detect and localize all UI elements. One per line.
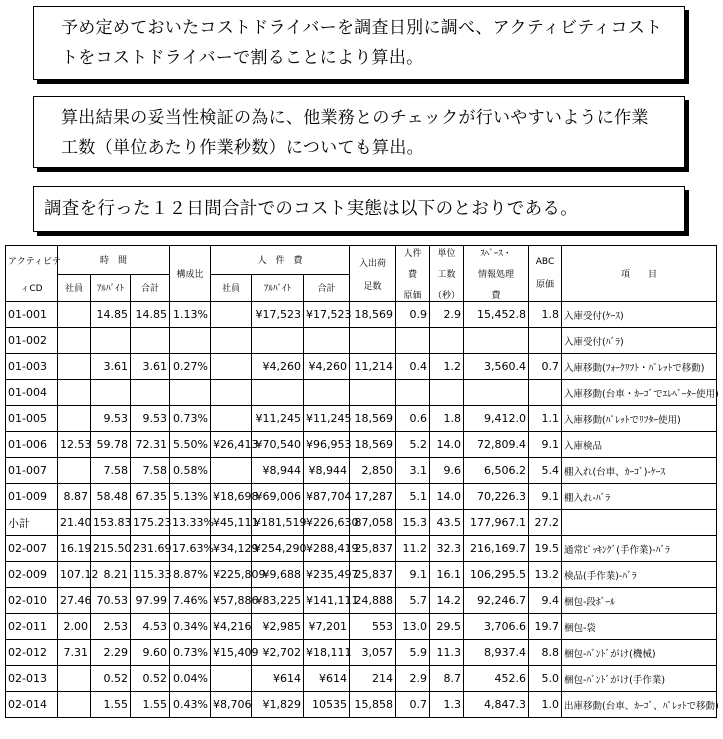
cell-ratio: 0.58%	[170, 458, 211, 484]
cell-ratio: 5.13%	[170, 484, 211, 510]
cell-labor-part: ¥9,688	[252, 562, 304, 588]
cell-labor-total: ¥141,111	[304, 588, 350, 614]
cell-time-part: 153.83	[91, 510, 131, 536]
note-box-2	[33, 96, 685, 168]
cell-item: 梱包-ﾊﾞﾝﾄﾞがけ(手作業)	[562, 666, 717, 692]
cell-activity-cd: 02-010	[6, 588, 58, 614]
cell-inout: 214	[350, 666, 396, 692]
header-labor-total: 合計	[304, 274, 350, 302]
cell-labor-total	[304, 380, 350, 406]
cell-labor-part	[252, 380, 304, 406]
cell-activity-cd: 01-003	[6, 354, 58, 380]
cell-labor-part: ¥254,290	[252, 536, 304, 562]
note-2-line-1: 算出結果の妥当性検証の為に、他業務とのチェックが行いやすいように作業	[61, 108, 649, 128]
cell-inout: 2,850	[350, 458, 396, 484]
cell-ratio: 8.87%	[170, 562, 211, 588]
cell-space	[464, 380, 529, 406]
cell-item: 入庫移動(ﾊﾟﾚｯﾄでﾘﾌﾀｰ使用)	[562, 406, 717, 432]
cell-ratio: 17.63%	[170, 536, 211, 562]
cell-ratio: 0.73%	[170, 406, 211, 432]
cell-time-part: 2.29	[91, 640, 131, 666]
cell-time-staff: 27.46	[58, 588, 91, 614]
cell-labor-total	[304, 328, 350, 354]
cell-space: 106,295.5	[464, 562, 529, 588]
cell-inout: 553	[350, 614, 396, 640]
cell-labor-staff	[211, 354, 252, 380]
cell-ratio: 1.13%	[170, 302, 211, 328]
cell-activity-cd: 01-002	[6, 328, 58, 354]
cell-time-part: 8.21	[91, 562, 131, 588]
cell-labor-total: ¥288,419	[304, 536, 350, 562]
header-activity-cd-b: ィCD	[6, 274, 58, 302]
note-2-line-2: 工数（単位あたり作業秒数）についても算出。	[61, 138, 424, 158]
header-abc	[529, 246, 562, 302]
cell-ratio: 13.33%	[170, 510, 211, 536]
cell-abc: 19.5	[529, 536, 562, 562]
cell-ratio	[170, 380, 211, 406]
cell-time-total	[131, 380, 170, 406]
cell-labor-part: ¥1,829	[252, 692, 304, 718]
cell-abc	[529, 380, 562, 406]
cell-time-part: 58.48	[91, 484, 131, 510]
table-row	[6, 432, 717, 458]
cell-unit-work: 16.1	[430, 562, 464, 588]
cell-labor-cost	[396, 380, 430, 406]
cell-labor-part: ¥2,702	[252, 640, 304, 666]
cell-abc: 1.1	[529, 406, 562, 432]
cell-item: 入庫移動(台車・ｶｰｺﾞでｴﾚﾍﾞｰﾀｰ使用)	[562, 380, 717, 406]
cell-labor-total: ¥8,944	[304, 458, 350, 484]
cell-time-part: 2.53	[91, 614, 131, 640]
cell-time-part: 59.78	[91, 432, 131, 458]
cell-unit-work: 43.5	[430, 510, 464, 536]
cell-time-part	[91, 328, 131, 354]
cell-space: 3,560.4	[464, 354, 529, 380]
note-box-3	[33, 186, 685, 232]
cell-inout: 15,858	[350, 692, 396, 718]
cell-labor-cost: 15.3	[396, 510, 430, 536]
cell-labor-staff: ¥4,216	[211, 614, 252, 640]
cell-labor-staff: ¥34,129	[211, 536, 252, 562]
cell-ratio: 0.04%	[170, 666, 211, 692]
cell-labor-total: ¥226,630	[304, 510, 350, 536]
cell-abc: 0.7	[529, 354, 562, 380]
cell-space: 177,967.1	[464, 510, 529, 536]
cell-time-staff: 21.40	[58, 510, 91, 536]
cell-space: 8,937.4	[464, 640, 529, 666]
header-time-part: ｱﾙﾊﾞｲﾄ	[91, 274, 131, 302]
cell-inout: 3,057	[350, 640, 396, 666]
cell-time-staff	[58, 666, 91, 692]
table-body	[6, 302, 717, 718]
cell-time-total: 14.85	[131, 302, 170, 328]
cell-activity-cd: 02-009	[6, 562, 58, 588]
cell-inout: 17,287	[350, 484, 396, 510]
header-time-total: 合計	[131, 274, 170, 302]
cell-space: 9,412.0	[464, 406, 529, 432]
cell-abc: 9.1	[529, 432, 562, 458]
cell-labor-cost: 0.7	[396, 692, 430, 718]
cell-item: 棚入れ-ﾊﾞﾗ	[562, 484, 717, 510]
cell-labor-part: ¥2,985	[252, 614, 304, 640]
cell-abc: 9.1	[529, 484, 562, 510]
cell-labor-staff: ¥15,409	[211, 640, 252, 666]
cell-inout: 18,569	[350, 432, 396, 458]
cell-time-total: 4.53	[131, 614, 170, 640]
cell-labor-staff	[211, 666, 252, 692]
cell-labor-total: ¥7,201	[304, 614, 350, 640]
cell-labor-part: ¥11,245	[252, 406, 304, 432]
cell-unit-work: 14.2	[430, 588, 464, 614]
header-ratio: 構成比	[170, 246, 211, 302]
cell-activity-cd: 02-014	[6, 692, 58, 718]
cell-abc: 27.2	[529, 510, 562, 536]
cell-labor-staff	[211, 458, 252, 484]
cell-activity-cd: 小計	[6, 510, 58, 536]
cell-time-staff	[58, 406, 91, 432]
table-row	[6, 510, 717, 536]
table-row	[6, 666, 717, 692]
cell-time-part: 9.53	[91, 406, 131, 432]
cell-labor-cost	[396, 328, 430, 354]
header-activity-cd-a: アクティビテ	[6, 246, 58, 275]
cell-labor-part: ¥83,225	[252, 588, 304, 614]
cell-labor-cost: 5.9	[396, 640, 430, 666]
cell-space: 452.6	[464, 666, 529, 692]
cell-labor-part	[252, 328, 304, 354]
cell-time-staff: 7.31	[58, 640, 91, 666]
table-row	[6, 328, 717, 354]
cell-unit-work: 32.3	[430, 536, 464, 562]
cell-labor-staff: ¥26,413	[211, 432, 252, 458]
cell-item: 梱包-袋	[562, 614, 717, 640]
header-labor: 人 件 費	[211, 246, 350, 275]
header-row-1	[6, 246, 717, 275]
cell-labor-cost: 5.7	[396, 588, 430, 614]
cell-time-part	[91, 380, 131, 406]
cell-labor-total: ¥18,111	[304, 640, 350, 666]
cell-labor-total: ¥96,953	[304, 432, 350, 458]
cell-time-total: 0.52	[131, 666, 170, 692]
cell-space: 70,226.3	[464, 484, 529, 510]
cell-unit-work: 1.8	[430, 406, 464, 432]
cell-labor-cost: 11.2	[396, 536, 430, 562]
table-row	[6, 406, 717, 432]
cell-abc	[529, 328, 562, 354]
cell-labor-staff	[211, 302, 252, 328]
header-labor-staff: 社員	[211, 274, 252, 302]
cell-ratio	[170, 328, 211, 354]
note-1-line-1: 予め定めておいたコストドライバーを調査日別に調べ、アクティビティコスト	[61, 18, 663, 38]
header-abc-b: 原価	[535, 280, 554, 290]
cell-labor-total: ¥4,260	[304, 354, 350, 380]
cell-time-part: 70.53	[91, 588, 131, 614]
cell-abc: 1.8	[529, 302, 562, 328]
cell-abc: 13.2	[529, 562, 562, 588]
cell-time-part: 0.52	[91, 666, 131, 692]
cell-labor-cost: 5.1	[396, 484, 430, 510]
cell-unit-work: 11.3	[430, 640, 464, 666]
cell-time-staff	[58, 328, 91, 354]
cell-time-total: 67.35	[131, 484, 170, 510]
table-row	[6, 562, 717, 588]
cell-labor-part: ¥70,540	[252, 432, 304, 458]
cell-labor-part: ¥8,944	[252, 458, 304, 484]
cell-time-total: 1.55	[131, 692, 170, 718]
cell-labor-cost: 0.9	[396, 302, 430, 328]
header-unit-c: （秒）	[432, 291, 460, 301]
cell-inout: 18,569	[350, 302, 396, 328]
header-lc-b: 費	[407, 270, 417, 280]
table-row	[6, 302, 717, 328]
cell-ratio: 0.27%	[170, 354, 211, 380]
header-unit-a: 単位	[437, 249, 456, 259]
cell-labor-part: ¥17,523	[252, 302, 304, 328]
cell-labor-part: ¥4,260	[252, 354, 304, 380]
cell-time-total: 231.69	[131, 536, 170, 562]
cell-activity-cd: 01-009	[6, 484, 58, 510]
cell-space: 72,809.4	[464, 432, 529, 458]
cell-ratio: 0.34%	[170, 614, 211, 640]
cell-unit-work	[430, 328, 464, 354]
cell-time-staff: 2.00	[58, 614, 91, 640]
cell-labor-staff: ¥45,111	[211, 510, 252, 536]
header-time: 時 間	[58, 246, 170, 275]
cell-time-part: 3.61	[91, 354, 131, 380]
cell-space: 3,706.6	[464, 614, 529, 640]
table-row	[6, 588, 717, 614]
cell-labor-staff: ¥18,698	[211, 484, 252, 510]
cell-time-staff	[58, 380, 91, 406]
note-box-1	[33, 6, 685, 80]
cell-inout: 18,569	[350, 406, 396, 432]
cell-labor-cost: 0.6	[396, 406, 430, 432]
cell-item: 梱包-段ﾎﾞｰﾙ	[562, 588, 717, 614]
cell-labor-total: ¥614	[304, 666, 350, 692]
cell-time-total: 72.31	[131, 432, 170, 458]
header-inout-a: 入出荷	[358, 258, 386, 269]
cell-labor-total: 10535	[304, 692, 350, 718]
cell-labor-staff	[211, 328, 252, 354]
cost-table	[5, 245, 717, 718]
cell-abc: 19.7	[529, 614, 562, 640]
header-unit-b: 工数	[437, 270, 456, 280]
cell-unit-work: 29.5	[430, 614, 464, 640]
cell-activity-cd: 01-004	[6, 380, 58, 406]
cell-time-part: 14.85	[91, 302, 131, 328]
cell-space: 4,847.3	[464, 692, 529, 718]
cell-unit-work: 8.7	[430, 666, 464, 692]
cell-labor-staff: ¥225,809	[211, 562, 252, 588]
cell-inout: 11,214	[350, 354, 396, 380]
cell-time-staff	[58, 302, 91, 328]
cell-time-total: 3.61	[131, 354, 170, 380]
cell-abc: 5.0	[529, 666, 562, 692]
cell-time-total	[131, 328, 170, 354]
cell-inout: 87,058	[350, 510, 396, 536]
cell-labor-total: ¥11,245	[304, 406, 350, 432]
cell-item: 検品(手作業)-ﾊﾞﾗ	[562, 562, 717, 588]
header-unit-work	[430, 246, 464, 302]
cell-inout	[350, 328, 396, 354]
cell-activity-cd: 01-006	[6, 432, 58, 458]
cell-item: 入庫移動(ﾌｫｰｸﾘﾌﾄ・ﾊﾟﾚｯﾄで移動)	[562, 354, 717, 380]
cell-space	[464, 328, 529, 354]
cell-labor-cost: 9.1	[396, 562, 430, 588]
cell-time-total: 9.53	[131, 406, 170, 432]
cell-labor-staff: ¥57,886	[211, 588, 252, 614]
cell-time-total: 97.99	[131, 588, 170, 614]
header-space-b: 情報処理	[477, 270, 514, 280]
header-time-staff: 社員	[58, 274, 91, 302]
cell-time-staff: 107.12	[58, 562, 91, 588]
table-row	[6, 354, 717, 380]
cell-unit-work: 14.0	[430, 432, 464, 458]
cell-time-staff	[58, 458, 91, 484]
note-1-line-2: トをコストドライバーで割ることにより算出。	[61, 48, 424, 68]
cell-labor-total: ¥235,497	[304, 562, 350, 588]
cell-labor-part: ¥614	[252, 666, 304, 692]
cell-ratio: 0.43%	[170, 692, 211, 718]
cell-item: 入庫受付(ﾊﾞﾗ)	[562, 328, 717, 354]
cell-activity-cd: 02-011	[6, 614, 58, 640]
cell-activity-cd: 01-001	[6, 302, 58, 328]
cell-labor-cost: 5.2	[396, 432, 430, 458]
cell-ratio: 7.46%	[170, 588, 211, 614]
cell-labor-staff	[211, 380, 252, 406]
cell-time-total: 115.33	[131, 562, 170, 588]
cell-activity-cd: 01-007	[6, 458, 58, 484]
cell-activity-cd: 02-013	[6, 666, 58, 692]
cell-item	[562, 510, 717, 536]
table-row	[6, 614, 717, 640]
header-space-a: ｽﾍﾟｰｽ・	[480, 249, 512, 259]
cell-space: 92,246.7	[464, 588, 529, 614]
cell-time-part: 7.58	[91, 458, 131, 484]
cell-unit-work: 9.6	[430, 458, 464, 484]
cell-space: 15,452.8	[464, 302, 529, 328]
cell-unit-work: 14.0	[430, 484, 464, 510]
cell-item: 梱包-ﾊﾞﾝﾄﾞがけ(機械)	[562, 640, 717, 666]
header-inout-b: 足数	[363, 281, 382, 292]
header-space	[464, 246, 529, 302]
cell-time-total: 9.60	[131, 640, 170, 666]
cell-time-staff	[58, 692, 91, 718]
cell-inout: 24,888	[350, 588, 396, 614]
cell-item: 通常ﾋﾟｯｷﾝｸﾞ(手作業)-ﾊﾞﾗ	[562, 536, 717, 562]
table-row	[6, 692, 717, 718]
cell-labor-cost: 0.4	[396, 354, 430, 380]
cell-inout	[350, 380, 396, 406]
cell-time-staff: 12.53	[58, 432, 91, 458]
cell-activity-cd: 02-007	[6, 536, 58, 562]
header-abc-a: ABC	[535, 257, 555, 267]
cell-activity-cd: 01-005	[6, 406, 58, 432]
cell-time-total: 7.58	[131, 458, 170, 484]
cell-ratio: 0.73%	[170, 640, 211, 666]
cell-unit-work: 1.3	[430, 692, 464, 718]
header-item: 項 目	[562, 246, 717, 302]
cell-item: 入庫検品	[562, 432, 717, 458]
cell-labor-part: ¥181,519	[252, 510, 304, 536]
table-row	[6, 380, 717, 406]
cell-labor-total: ¥17,523	[304, 302, 350, 328]
cell-ratio: 5.50%	[170, 432, 211, 458]
cell-inout: 25,837	[350, 562, 396, 588]
cell-labor-total: ¥87,704	[304, 484, 350, 510]
header-lc-a: 人件	[403, 249, 422, 259]
table-row	[6, 536, 717, 562]
cell-time-part: 1.55	[91, 692, 131, 718]
cell-abc: 9.4	[529, 588, 562, 614]
cell-labor-staff: ¥8,706	[211, 692, 252, 718]
cell-abc: 8.8	[529, 640, 562, 666]
cell-item: 棚入れ(台車、ｶｰｺﾞ)-ｹｰｽ	[562, 458, 717, 484]
header-labor-cost	[396, 246, 430, 302]
cell-labor-part: ¥69,006	[252, 484, 304, 510]
cell-labor-staff	[211, 406, 252, 432]
header-space-c: 費	[491, 291, 501, 301]
table-row	[6, 458, 717, 484]
cell-item: 出庫移動(台車、ｶｰｺﾞ、ﾊﾟﾚｯﾄで移動)	[562, 692, 717, 718]
cell-time-total: 175.23	[131, 510, 170, 536]
table-row	[6, 484, 717, 510]
cell-space: 6,506.2	[464, 458, 529, 484]
cell-time-staff	[58, 354, 91, 380]
header-lc-c: 原価	[403, 291, 422, 301]
header-inout	[350, 246, 396, 302]
cell-activity-cd: 02-012	[6, 640, 58, 666]
cell-time-part: 215.50	[91, 536, 131, 562]
cell-time-staff: 16.19	[58, 536, 91, 562]
cell-space: 216,169.7	[464, 536, 529, 562]
cell-labor-cost: 13.0	[396, 614, 430, 640]
cell-abc: 1.0	[529, 692, 562, 718]
cell-inout: 25,837	[350, 536, 396, 562]
cell-time-staff: 8.87	[58, 484, 91, 510]
cell-unit-work	[430, 380, 464, 406]
cell-abc: 5.4	[529, 458, 562, 484]
cell-labor-cost: 3.1	[396, 458, 430, 484]
cell-item: 入庫受付(ｹｰｽ)	[562, 302, 717, 328]
note-3-line-1: 調査を行った１２日間合計でのコスト実態は以下のとおりである。	[44, 199, 578, 219]
header-labor-part: ｱﾙﾊﾞｲﾄ	[252, 274, 304, 302]
cell-labor-cost: 2.9	[396, 666, 430, 692]
cell-unit-work: 1.2	[430, 354, 464, 380]
table-row	[6, 640, 717, 666]
cell-unit-work: 2.9	[430, 302, 464, 328]
